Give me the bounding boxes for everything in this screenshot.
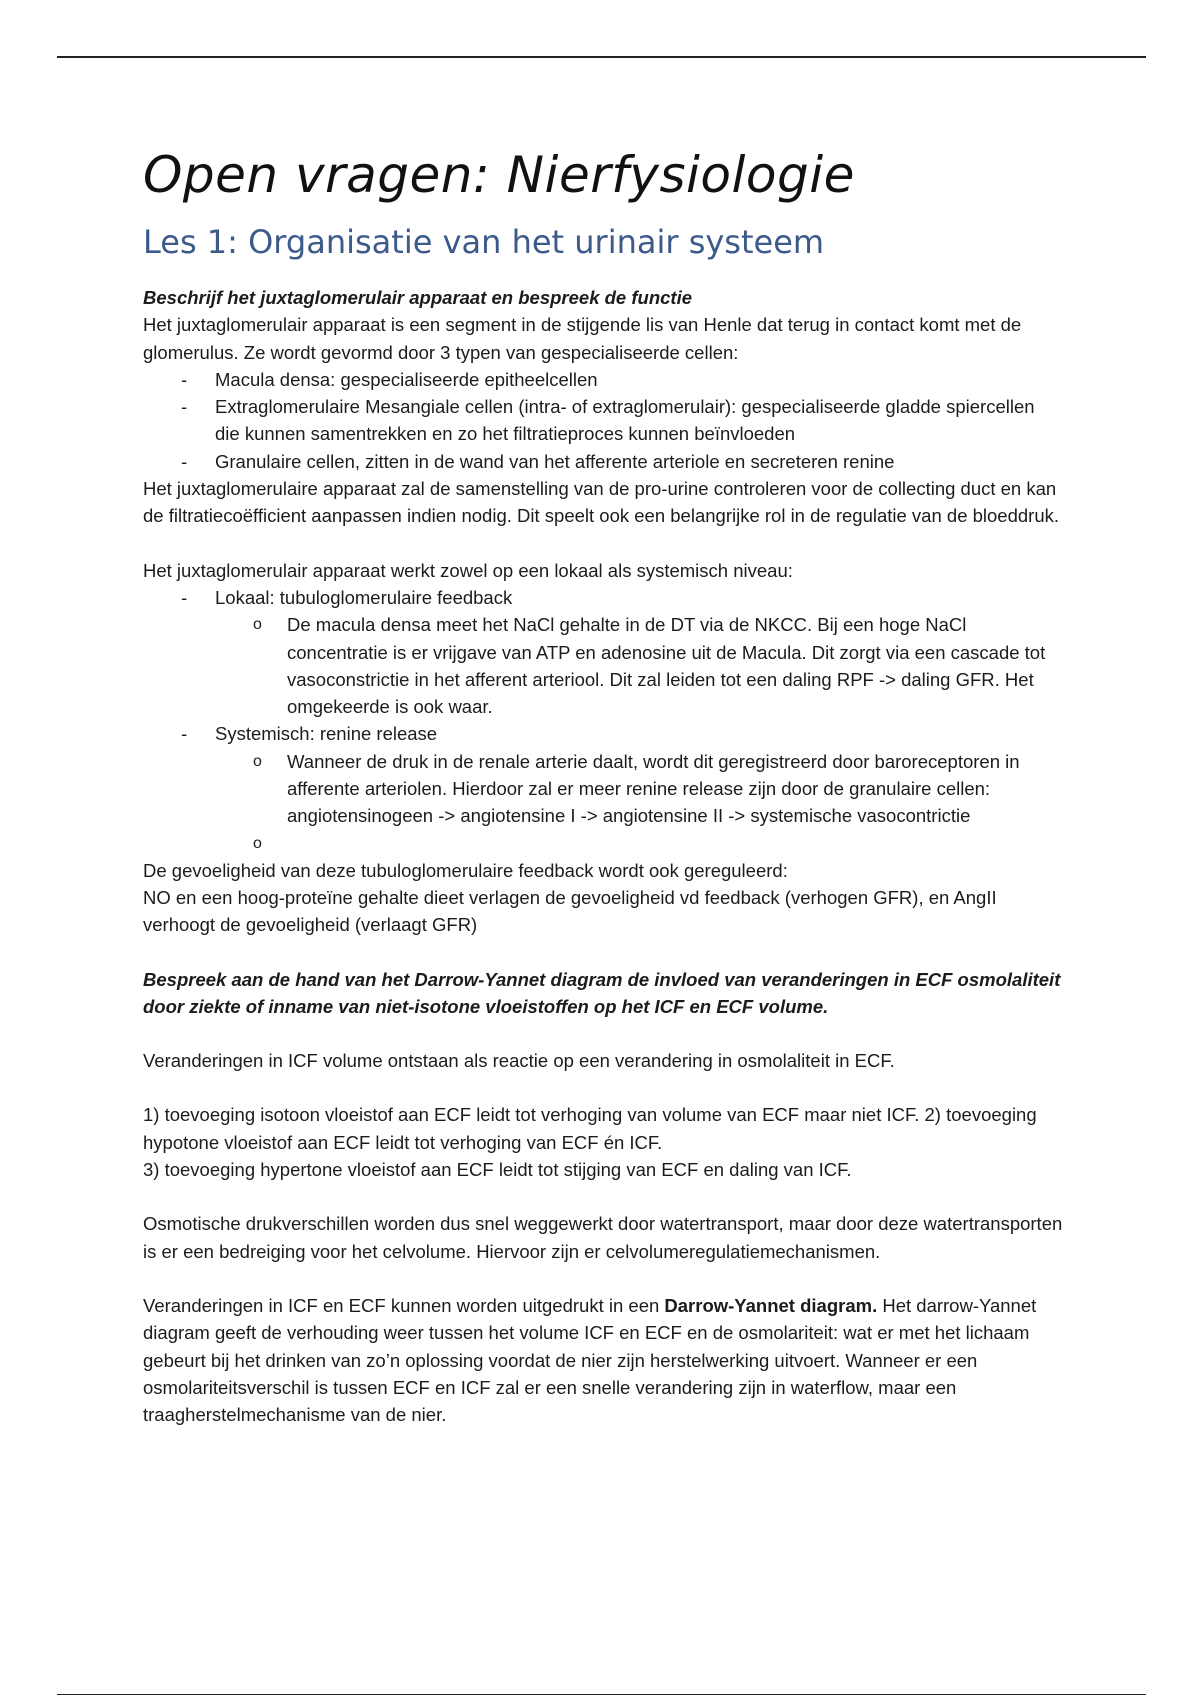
dash-marker: - <box>181 450 188 472</box>
dash-marker: - <box>181 368 188 390</box>
paragraph-levels: Het juxtaglomerulair apparaat werkt zowel op een lokaal als systemisch niveau: <box>143 559 793 581</box>
dash-marker: - <box>181 586 188 608</box>
bottom-rule <box>57 1694 1146 1695</box>
paragraph-intro: Het juxtaglomerulair apparaat is een segment in de stijgende lis van Henle dat terug in contact komt met de glomerulus. Ze wordt gevormd door 3 typen van gespecialiseerde cellen: <box>143 314 1022 363</box>
list-item-local: - Lokaal: tubuloglomerulaire feedback <box>143 584 1063 611</box>
cell-type-list <box>143 366 1063 475</box>
list-item: - Extraglomerulaire Mesangiale cellen (intra- of extraglomerulair): gespecialiseerde gladde spiercellen die kunnen samentrekken en zo het filtratieproces kunnen beïnvloeden <box>143 393 1063 448</box>
local-sublist <box>143 611 1063 720</box>
empty-list-item <box>143 830 1063 857</box>
systemic-sublist <box>143 748 1063 857</box>
paragraph-icf: Veranderingen in ICF volume ontstaan als reactie op een verandering in osmolaliteit in ECF. <box>143 1050 895 1072</box>
paragraph-case-3: 3) toevoeging hypertone vloeistof aan ECF leidt tot stijging van ECF en daling van ICF. <box>143 1159 852 1181</box>
circle-marker: o <box>253 752 262 770</box>
lesson-heading: Les 1: Organisatie van het urinair systeem <box>143 223 825 261</box>
list-item: o Wanneer de druk in de renale arterie daalt, wordt dit geregistreerd door baroreceptoren in afferente arteriolen. Hierdoor zal er meer renine release zijn door de granulaire cellen: angiotensinogeen -> angiotensine I -> angiotensine II -> systemische vasocontrictie <box>143 748 1063 830</box>
list-item: - Granulaire cellen, zitten in de wand van het afferente arteriole en secreteren renine <box>143 448 1063 475</box>
paragraph-sensitivity: De gevoeligheid van deze tubuloglomerulaire feedback wordt ook gereguleerd: <box>143 859 788 881</box>
page-title: Open vragen: Nierfysiologie <box>143 146 855 204</box>
dash-marker: - <box>181 396 188 418</box>
circle-marker: o <box>253 834 262 852</box>
list-item-systemic: - Systemisch: renine release <box>143 720 1063 747</box>
document-page <box>143 140 1063 1428</box>
level-list <box>143 584 1063 611</box>
list-item: - Macula densa: gespecialiseerde epitheelcellen <box>143 366 1063 393</box>
paragraph-cases-1-2: 1) toevoeging isotoon vloeistof aan ECF leidt tot verhoging van volume van ECF maar niet ICF. 2) toevoeging hypotone vloeistof aan ECF leidt tot verhoging van ECF én ICF. <box>143 1104 1037 1153</box>
paragraph-sensitivity-detail: NO en een hoog-proteïne gehalte dieet verlagen de gevoeligheid vd feedback (verhogen GFR), en AngII verhoogt de gevoeligheid (verlaagt GFR) <box>143 886 997 936</box>
question-2: Bespreek aan de hand van het Darrow-Yannet diagram de invloed van veranderingen in ECF osmolaliteit door ziekte of inname van niet-isotone vloeistoffen op het ICF en ECF volume. <box>143 968 1061 1017</box>
list-item: o De macula densa meet het NaCl gehalte in de DT via de NKCC. Bij een hoge NaCl concentratie is er vrijgave van ATP en adenosine uit de Macula. Dit zorgt via een cascade tot vasoconstrictie in het afferent arteriool. Dit zal leiden tot een daling RPF -> daling GFR. Het omgekeerde is ook waar. <box>143 611 1063 720</box>
level-list-2 <box>143 720 1063 747</box>
paragraph-osmotic: Osmotische drukverschillen worden dus snel weggewerkt door watertransport, maar door deze watertransporten is er een bedreiging voor het celvolume. Hiervoor zijn er celvolumeregulatiemechanismen. <box>143 1213 1063 1262</box>
paragraph-darrow-yannet: Veranderingen in ICF en ECF kunnen worden uitgedrukt in een Darrow-Yannet diagram. Het darrow-Yannet diagram geeft de verhouding weer tussen het volume ICF en ECF en de osmolariteit: wat er met het lichaam gebeurt bij het drinken van zo’n oplossing voordat de nier zijn herstelwerking uitvoert. Wanneer er een osmolariteitsverschil is tussen ECF en ICF zal er een snelle verandering zijn in waterflow, maar een traagherstelmechanisme van de nier. <box>143 1294 1037 1426</box>
top-rule <box>57 56 1146 58</box>
document-body <box>143 284 1063 1428</box>
question-1: Beschrijf het juxtaglomerulair apparaat en bespreek de functie <box>143 287 693 308</box>
dash-marker: - <box>181 723 188 745</box>
paragraph-function: Het juxtaglomerulaire apparaat zal de samenstelling van de pro-urine controleren voor de collecting duct en kan de filtratiecoëfficient aanpassen indien nodig. Dit speelt ook een belangrijke rol in de regulatie van de bloeddruk. <box>143 478 1060 527</box>
circle-marker: o <box>253 616 262 634</box>
